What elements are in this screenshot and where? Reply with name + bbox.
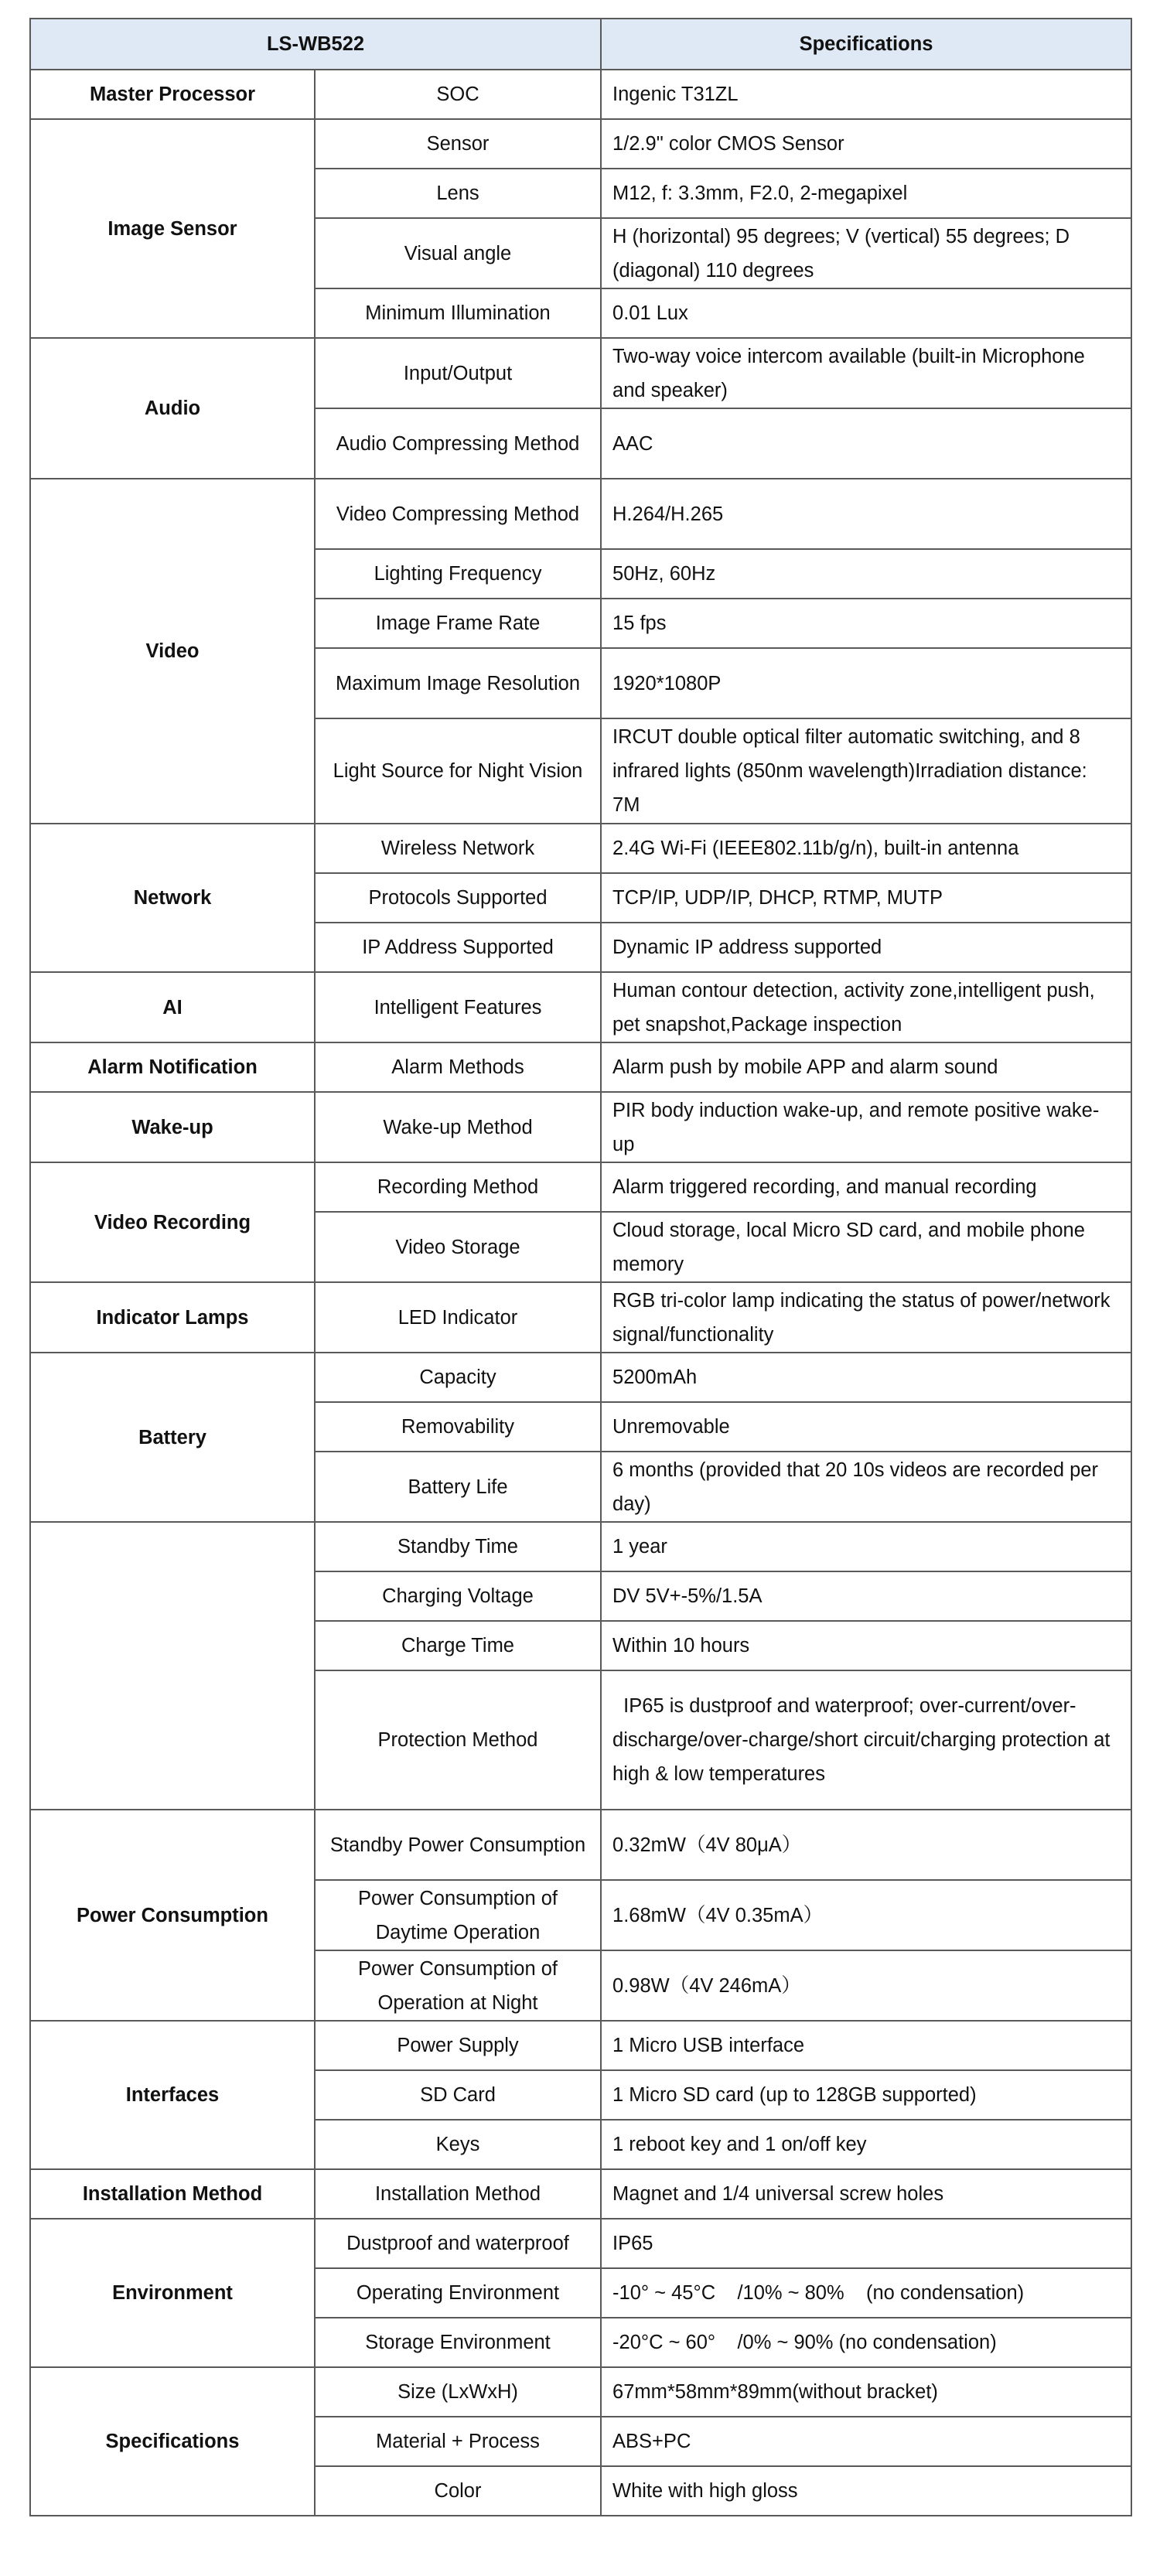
item-cell: Color — [315, 2466, 601, 2516]
spec-cell: 1920*1080P — [601, 648, 1131, 718]
item-cell: Power Consumption of Daytime Operation — [315, 1880, 601, 1950]
item-cell: Battery Life — [315, 1452, 601, 1522]
spec-cell: ABS+PC — [601, 2417, 1131, 2466]
spec-cell: 0.32mW（4V 80μA） — [601, 1810, 1131, 1880]
item-cell: Power Consumption of Operation at Night — [315, 1950, 601, 2021]
table-row — [30, 479, 1131, 549]
spec-cell: White with high gloss — [601, 2466, 1131, 2516]
item-cell: Lighting Frequency — [315, 549, 601, 599]
table-row — [30, 338, 1131, 408]
item-cell: Alarm Methods — [315, 1042, 601, 1092]
spec-cell: IP65 — [601, 2219, 1131, 2268]
item-cell: Video Storage — [315, 1212, 601, 1282]
table-row — [30, 1353, 1131, 1402]
item-cell: Video Compressing Method — [315, 479, 601, 549]
table-row — [30, 972, 1131, 1042]
table-row — [30, 1042, 1131, 1092]
spec-cell: H (horizontal) 95 degrees; V (vertical) 55 degrees; D (diagonal) 110 degrees — [601, 218, 1131, 288]
category-cell: Audio — [30, 338, 315, 479]
item-cell: Charging Voltage — [315, 1571, 601, 1621]
item-cell: Removability — [315, 1402, 601, 1452]
table-row — [30, 2021, 1131, 2070]
category-cell: Video — [30, 479, 315, 824]
spec-cell: Dynamic IP address supported — [601, 923, 1131, 972]
category-cell: Installation Method — [30, 2169, 315, 2219]
item-cell: Charge Time — [315, 1621, 601, 1670]
header-specs: Specifications — [601, 19, 1131, 70]
spec-cell: 1 reboot key and 1 on/off key — [601, 2120, 1131, 2169]
spec-cell: 1 Micro SD card (up to 128GB supported) — [601, 2070, 1131, 2120]
item-cell: Intelligent Features — [315, 972, 601, 1042]
table-row — [30, 1162, 1131, 1212]
spec-cell: Unremovable — [601, 1402, 1131, 1452]
table-row — [30, 1810, 1131, 1880]
category-cell: AI — [30, 972, 315, 1042]
spec-cell: 6 months (provided that 20 10s videos are recorded per day) — [601, 1452, 1131, 1522]
spec-cell: 1.68mW（4V 0.35mA） — [601, 1880, 1131, 1950]
category-cell: Wake-up — [30, 1092, 315, 1162]
item-cell: Light Source for Night Vision — [315, 718, 601, 824]
table-row — [30, 119, 1131, 169]
spec-cell: 1/2.9" color CMOS Sensor — [601, 119, 1131, 169]
item-cell: Size (LxWxH) — [315, 2367, 601, 2417]
spec-cell: PIR body induction wake-up, and remote positive wake-up — [601, 1092, 1131, 1162]
spec-cell: Two-way voice intercom available (built-in Microphone and speaker) — [601, 338, 1131, 408]
item-cell: Wake-up Method — [315, 1092, 601, 1162]
item-cell: Dustproof and waterproof — [315, 2219, 601, 2268]
item-cell: Maximum Image Resolution — [315, 648, 601, 718]
category-cell: Video Recording — [30, 1162, 315, 1282]
spec-cell: 2.4G Wi-Fi (IEEE802.11b/g/n), built-in antenna — [601, 824, 1131, 873]
table-row — [30, 1282, 1131, 1353]
item-cell: Minimum Illumination — [315, 288, 601, 338]
header-model: LS-WB522 — [30, 19, 601, 70]
item-cell: Material + Process — [315, 2417, 601, 2466]
item-cell: Protection Method — [315, 1670, 601, 1810]
spec-cell: Cloud storage, local Micro SD card, and mobile phone memory — [601, 1212, 1131, 1282]
item-cell: SOC — [315, 70, 601, 119]
item-cell: Input/Output — [315, 338, 601, 408]
spec-table — [29, 18, 1132, 2516]
spec-cell: M12, f: 3.3mm, F2.0, 2-megapixel — [601, 169, 1131, 218]
spec-cell: Magnet and 1/4 universal screw holes — [601, 2169, 1131, 2219]
spec-cell: 1 Micro USB interface — [601, 2021, 1131, 2070]
item-cell: Sensor — [315, 119, 601, 169]
spec-cell: -10° ~ 45°C /10% ~ 80% (no condensation) — [601, 2268, 1131, 2318]
table-row — [30, 1522, 1131, 1571]
item-cell: LED Indicator — [315, 1282, 601, 1353]
category-cell: Indicator Lamps — [30, 1282, 315, 1353]
item-cell: Standby Time — [315, 1522, 601, 1571]
spec-cell: Ingenic T31ZL — [601, 70, 1131, 119]
item-cell: Standby Power Consumption — [315, 1810, 601, 1880]
category-cell: Master Processor — [30, 70, 315, 119]
category-cell: Interfaces — [30, 2021, 315, 2169]
spec-cell: H.264/H.265 — [601, 479, 1131, 549]
spec-cell: 15 fps — [601, 599, 1131, 648]
spec-cell: 0.01 Lux — [601, 288, 1131, 338]
category-cell: Battery — [30, 1353, 315, 1522]
item-cell: Recording Method — [315, 1162, 601, 1212]
spec-cell: 67mm*58mm*89mm(without bracket) — [601, 2367, 1131, 2417]
item-cell: Audio Compressing Method — [315, 408, 601, 479]
spec-cell: TCP/IP, UDP/IP, DHCP, RTMP, MUTP — [601, 873, 1131, 923]
table-row — [30, 2169, 1131, 2219]
category-cell: Environment — [30, 2219, 315, 2367]
spec-cell: Within 10 hours — [601, 1621, 1131, 1670]
item-cell: IP Address Supported — [315, 923, 601, 972]
item-cell: Lens — [315, 169, 601, 218]
category-cell: Image Sensor — [30, 119, 315, 338]
table-row — [30, 824, 1131, 873]
table-row — [30, 70, 1131, 119]
table-row — [30, 1092, 1131, 1162]
spec-cell: RGB tri-color lamp indicating the status of power/network signal/functionality — [601, 1282, 1131, 1353]
item-cell: Operating Environment — [315, 2268, 601, 2318]
spec-cell: 1 year — [601, 1522, 1131, 1571]
spec-cell: 5200mAh — [601, 1353, 1131, 1402]
table-row — [30, 2219, 1131, 2268]
item-cell: SD Card — [315, 2070, 601, 2120]
spec-cell: AAC — [601, 408, 1131, 479]
item-cell: Installation Method — [315, 2169, 601, 2219]
category-cell: Alarm Notification — [30, 1042, 315, 1092]
item-cell: Power Supply — [315, 2021, 601, 2070]
spec-cell: Alarm push by mobile APP and alarm sound — [601, 1042, 1131, 1092]
item-cell: Keys — [315, 2120, 601, 2169]
category-cell: Specifications — [30, 2367, 315, 2516]
header-row — [30, 19, 1131, 70]
item-cell: Visual angle — [315, 218, 601, 288]
spec-cell: DV 5V+-5%/1.5A — [601, 1571, 1131, 1621]
item-cell: Capacity — [315, 1353, 601, 1402]
spec-cell: 50Hz, 60Hz — [601, 549, 1131, 599]
item-cell: Wireless Network — [315, 824, 601, 873]
spec-cell: -20°C ~ 60° /0% ~ 90% (no condensation) — [601, 2318, 1131, 2367]
item-cell: Image Frame Rate — [315, 599, 601, 648]
table-row — [30, 2367, 1131, 2417]
item-cell: Storage Environment — [315, 2318, 601, 2367]
spec-cell: Human contour detection, activity zone,intelligent push, pet snapshot,Package inspection — [601, 972, 1131, 1042]
spec-cell: IRCUT double optical filter automatic switching, and 8 infrared lights (850nm wavelength)Irradiation distance: 7M — [601, 718, 1131, 824]
spec-cell: 0.98W（4V 246mA） — [601, 1950, 1131, 2021]
spec-sheet — [29, 18, 1131, 2516]
spec-cell: Alarm triggered recording, and manual recording — [601, 1162, 1131, 1212]
category-cell: Network — [30, 824, 315, 972]
category-cell: Power Consumption — [30, 1810, 315, 2021]
spec-cell: IP65 is dustproof and waterproof; over-current/over-discharge/over-charge/short circuit/charging protection at high & low temperatures — [601, 1670, 1131, 1810]
category-cell — [30, 1522, 315, 1810]
item-cell: Protocols Supported — [315, 873, 601, 923]
